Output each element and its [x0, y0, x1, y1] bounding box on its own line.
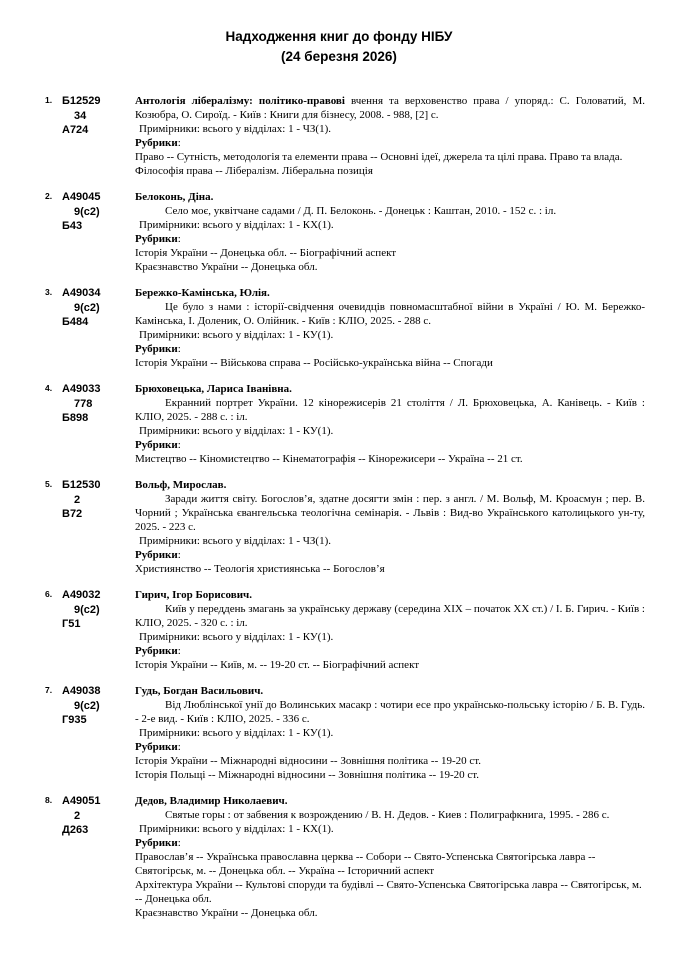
rubrics-colon: :: [177, 137, 181, 149]
subject-list: [135, 850, 645, 920]
entry-heading: [135, 478, 645, 492]
subject-list: [135, 754, 645, 782]
entry-description: Село моє, уквітчане садами / Д. П. Белоконь. - Донецьк : Каштан, 2010. - 152 с. : іл.: [165, 205, 557, 217]
call-number-line: 9(с2): [74, 603, 100, 616]
entry-description: Святые горы : от забвения к возрождению / В. Н. Дедов. - Киев : Полиграфкнига, 1995. - 286 с.: [165, 809, 610, 821]
call-number-line: Г935: [62, 714, 87, 726]
copies-line: Примірники: всього у відділах: 1 - ЧЗ(1).: [139, 535, 332, 547]
entry-number: 4.: [45, 383, 53, 393]
entry-heading-bold: Гудь, Богдан Васильович.: [135, 685, 264, 697]
document-title-line1: Надходження книг до фонду НІБУ: [225, 29, 453, 44]
call-number: [62, 794, 135, 920]
call-number-line: 34: [74, 109, 87, 122]
call-number: [62, 478, 135, 576]
entry: [45, 94, 645, 178]
call-number-line: Б898: [62, 412, 89, 424]
call-number: [62, 286, 135, 370]
entry-number: 8.: [45, 795, 53, 805]
rubrics-label: Рубрики: [135, 645, 178, 657]
rubrics-line: [135, 232, 645, 246]
entry-heading: [135, 382, 645, 396]
call-number-line: 2: [74, 493, 81, 506]
call-number: [62, 382, 135, 466]
copies-line: Примірники: всього у відділах: 1 - ЧЗ(1).: [139, 123, 332, 135]
rubrics-line: [135, 740, 645, 754]
entry-body: [135, 190, 645, 274]
subject-line: Історія України -- Військова справа -- Російсько-українська війна -- Спогади: [135, 357, 493, 369]
entry-body: [135, 588, 645, 672]
copies-line: Примірники: всього у відділах: 1 - КУ(1).: [139, 631, 334, 643]
rubrics-label: Рубрики: [135, 837, 178, 849]
rubrics-line: [135, 836, 645, 850]
rubrics-label: Рубрики: [135, 137, 178, 149]
entry: [45, 286, 645, 370]
subject-list: [135, 562, 645, 576]
rubrics-colon: :: [177, 439, 181, 451]
call-number: [62, 684, 135, 782]
call-number-line: А49045: [62, 191, 101, 203]
entry: [45, 684, 645, 782]
rubrics-label: Рубрики: [135, 343, 178, 355]
rubrics-line: [135, 644, 645, 658]
entry-description: Київ у переддень змагань за українську державу (середина XIX – початок XX ст.) / І. Б. Гирич. - Київ : КЛІО, 2025. - 320 с. : іл.: [135, 603, 645, 629]
rubrics-colon: :: [177, 549, 181, 561]
call-number-line: А49038: [62, 685, 101, 697]
copies-line: Примірники: всього у відділах: 1 - КХ(1).: [139, 823, 334, 835]
call-number-line: 778: [74, 397, 93, 410]
call-number-line: 2: [74, 809, 81, 822]
call-number-line: Б43: [62, 220, 83, 232]
entry-heading: [135, 684, 645, 698]
call-number-line: А49034: [62, 287, 101, 299]
entry-number: 7.: [45, 685, 53, 695]
entry-heading-rest: вчення та верховенство права / упоряд.: С. Головатий, М. Козюбра, О. Сироїд. - Київ : Книги для бізнесу, 2008. - 988, [2] с.: [135, 95, 645, 121]
entry-number: 1.: [45, 95, 53, 105]
call-number-line: В72: [62, 508, 83, 520]
copies-line: Примірники: всього у відділах: 1 - КУ(1).: [139, 727, 334, 739]
subject-line: Краєзнавство України -- Донецька обл.: [135, 907, 318, 919]
entry-number: 2.: [45, 191, 53, 201]
call-number-line: А49033: [62, 383, 101, 395]
call-number-line: А49032: [62, 589, 101, 601]
call-number-line: 9(с2): [74, 205, 100, 218]
rubrics-colon: :: [177, 741, 181, 753]
entry: [45, 588, 645, 672]
entry-body: [135, 382, 645, 466]
entry: [45, 794, 645, 920]
subject-line: Мистецтво -- Кіномистецтво -- Кінематографія -- Кінорежисери -- Україна -- 21 ст.: [135, 453, 523, 465]
rubrics-label: Рубрики: [135, 439, 178, 451]
subject-list: [135, 246, 645, 274]
call-number: [62, 94, 135, 178]
entry-heading: [135, 588, 645, 602]
document-title: [0, 27, 678, 67]
call-number-line: Б484: [62, 316, 89, 328]
rubrics-colon: :: [177, 837, 181, 849]
entry: [45, 478, 645, 576]
rubrics-line: [135, 136, 645, 150]
subject-list: [135, 150, 645, 178]
subject-list: [135, 452, 645, 466]
rubrics-label: Рубрики: [135, 549, 178, 561]
entry-body: [135, 794, 645, 920]
entry-heading-bold: Антологія лібералізму: політико-правові: [135, 95, 345, 107]
entry-heading: [135, 94, 645, 122]
rubrics-colon: :: [177, 645, 181, 657]
subject-line: Історія України -- Міжнародні відносини -- Зовнішня політика -- 19-20 ст.: [135, 755, 482, 767]
rubrics-label: Рубрики: [135, 233, 178, 245]
entry-body: [135, 286, 645, 370]
entry-body: [135, 94, 645, 178]
entry-heading-bold: Брюховецька, Лариса Іванівна.: [135, 383, 292, 395]
call-number-line: Г51: [62, 618, 81, 630]
subject-list: [135, 658, 645, 672]
call-number-line: 9(с2): [74, 699, 100, 712]
rubrics-line: [135, 342, 645, 356]
entry: [45, 382, 645, 466]
entry-body: [135, 478, 645, 576]
subject-line: Історія України -- Київ, м. -- 19-20 ст. -- Біографічний аспект: [135, 659, 420, 671]
call-number-line: А49051: [62, 795, 101, 807]
entry-heading: [135, 794, 645, 808]
entry-heading-bold: Бережко-Камінська, Юлія.: [135, 287, 270, 299]
entry-description: Це було з нами : історії-свідчення очевидців повномасштабної війни в Україні / Ю. М. Бережко-Камінська, І. Доленик, О. Олійник. - Київ : КЛІО, 2025. - 288 с.: [135, 301, 645, 327]
call-number-line: Д263: [62, 824, 89, 836]
entry-number: 3.: [45, 287, 53, 297]
subject-line: Історія України -- Донецька обл. -- Біографічний аспект: [135, 247, 397, 259]
rubrics-line: [135, 548, 645, 562]
copies-line: Примірники: всього у відділах: 1 - КУ(1).: [139, 329, 334, 341]
entry-description: Від Люблінської унії до Волинських масакр : чотири есе про українсько-польську історію / Б. В. Гудь. - 2-е вид. - Київ : КЛІО, 2025. - 336 с.: [135, 699, 645, 725]
subject-line: Православ’я -- Українська православна церква -- Собори -- Свято-Успенська Святогірська лавра -- Святогірськ, м. -- Донецька обл. -- Україна -- Історичний аспект: [135, 851, 596, 877]
entry-number: 6.: [45, 589, 53, 599]
call-number: [62, 190, 135, 274]
subject-line: Історія Польщі -- Міжнародні відносини -- Зовнішня політика -- 19-20 ст.: [135, 769, 479, 781]
subject-line: Християнство -- Теологія християнська -- Богослов’я: [135, 563, 385, 575]
call-number-line: А724: [62, 124, 89, 136]
copies-line: Примірники: всього у відділах: 1 - КУ(1).: [139, 425, 334, 437]
subject-list: [135, 356, 645, 370]
rubrics-line: [135, 438, 645, 452]
call-number-line: Б12529: [62, 95, 101, 107]
rubrics-colon: :: [177, 233, 181, 245]
entry-heading: [135, 286, 645, 300]
rubrics-colon: :: [177, 343, 181, 355]
entry: [45, 190, 645, 274]
entry-heading: [135, 190, 645, 204]
document-title-line2: (24 березня 2026): [281, 49, 397, 64]
entry-heading-bold: Гирич, Ігор Борисович.: [135, 589, 253, 601]
subject-line: Архітектура України -- Культові споруди та будівлі -- Свято-Успенська Святогірська лавра -- Святогірськ, м. -- Донецька обл.: [135, 879, 642, 905]
entry-description: Заради життя світу. Богослов’я, здатне досягти змін : пер. з англ. / М. Вольф, М. Кроасмун ; пер. В. Чорний ; Українська євангельська теологічна семінарія. - Львів : Вид-во Українського католицького ун-ту, 2025. - 223 с.: [135, 493, 645, 533]
entry-heading-bold: Вольф, Мирослав.: [135, 479, 227, 491]
subject-line: Право -- Сутність, методологія та елементи права -- Основні ідеї, джерела та цілі права. Право та влада. Філософія права -- Лібералізм. Ліберальна позиція: [135, 151, 623, 177]
copies-line: Примірники: всього у відділах: 1 - КХ(1).: [139, 219, 334, 231]
rubrics-label: Рубрики: [135, 741, 178, 753]
entry-heading-bold: Белоконь, Діна.: [135, 191, 214, 203]
call-number-line: Б12530: [62, 479, 101, 491]
call-number: [62, 588, 135, 672]
entry-body: [135, 684, 645, 782]
subject-line: Краєзнавство України -- Донецька обл.: [135, 261, 318, 273]
entry-description: Екранний портрет України. 12 кінорежисерів 21 століття / Л. Брюховецька, А. Канівець. - Київ : КЛІО, 2025. - 288 с. : іл.: [135, 397, 645, 423]
call-number-line: 9(с2): [74, 301, 100, 314]
entries: [45, 94, 645, 920]
entry-heading-bold: Дедов, Владимир Николаевич.: [135, 795, 288, 807]
entry-number: 5.: [45, 479, 53, 489]
